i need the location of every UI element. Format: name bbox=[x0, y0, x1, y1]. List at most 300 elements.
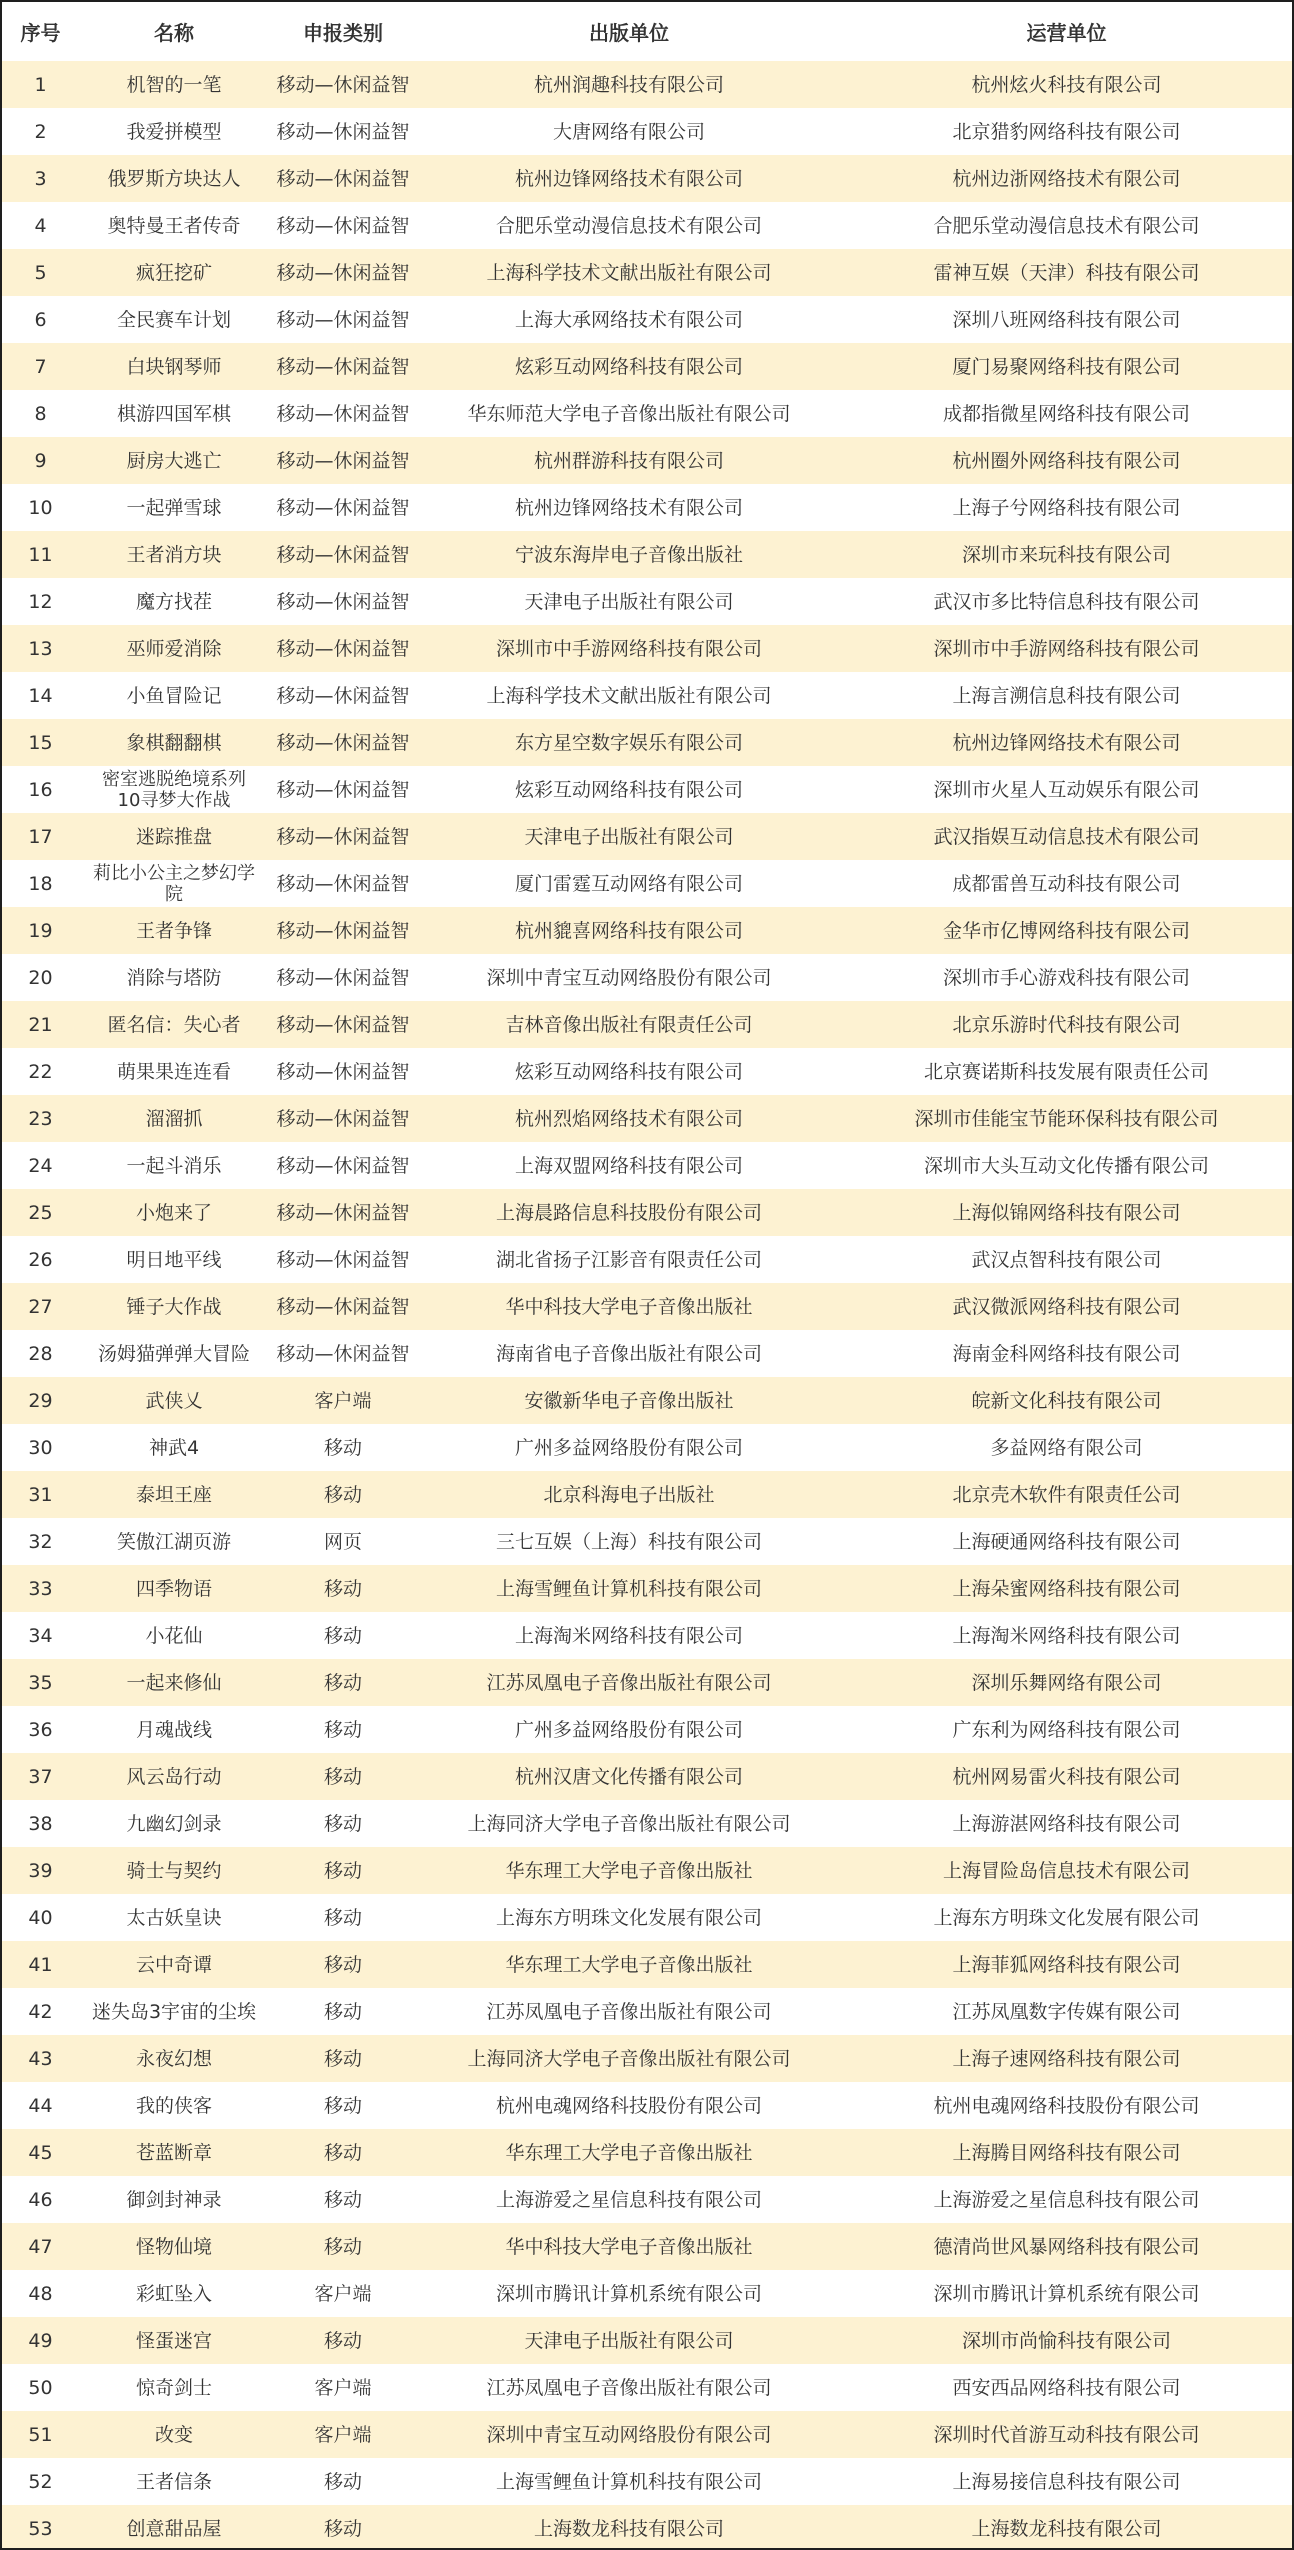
cell-category: 移动—休闲益智 bbox=[276, 543, 410, 566]
cell-publisher: 三七互娱（上海）科技有限公司 bbox=[495, 1530, 762, 1553]
table-row bbox=[2, 484, 1292, 531]
table-row bbox=[2, 672, 1292, 719]
cell-publisher: 上海同济大学电子音像出版社有限公司 bbox=[467, 1812, 791, 1835]
cell-publisher: 大唐网络有限公司 bbox=[552, 120, 705, 143]
cell-publisher: 天津电子出版社有限公司 bbox=[524, 590, 734, 613]
cell-game-name: 匿名信：失心者 bbox=[107, 1013, 241, 1036]
cell-serial-number: 30 bbox=[28, 1436, 53, 1459]
table-row bbox=[2, 1847, 1292, 1894]
cell-operator: 深圳市来玩科技有限公司 bbox=[961, 543, 1171, 566]
cell-serial-number: 32 bbox=[28, 1530, 53, 1553]
cell-category: 移动 bbox=[323, 2329, 362, 2352]
table-row bbox=[2, 2176, 1292, 2223]
cell-operator: 德清尚世风暴网络科技有限公司 bbox=[933, 2235, 1200, 2258]
cell-operator: 杭州边浙网络技术有限公司 bbox=[952, 167, 1181, 190]
cell-category: 移动 bbox=[323, 1577, 362, 1600]
cell-serial-number: 45 bbox=[28, 2141, 53, 2164]
cell-game-name: 云中奇谭 bbox=[135, 1953, 212, 1976]
cell-publisher: 北京科海电子出版社 bbox=[543, 1483, 715, 1506]
cell-operator: 上海菲狐网络科技有限公司 bbox=[952, 1953, 1181, 1976]
cell-operator: 深圳市中手游网络科技有限公司 bbox=[933, 637, 1200, 660]
cell-category: 移动 bbox=[323, 1765, 362, 1788]
cell-serial-number: 27 bbox=[28, 1295, 53, 1318]
game-approval-table bbox=[2, 2, 1292, 2550]
cell-serial-number: 8 bbox=[34, 402, 47, 425]
table-row bbox=[2, 531, 1292, 578]
cell-serial-number: 12 bbox=[28, 590, 53, 613]
cell-publisher: 杭州边锋网络技术有限公司 bbox=[514, 167, 743, 190]
cell-game-name: 惊奇剑士 bbox=[135, 2376, 212, 2399]
cell-category: 客户端 bbox=[314, 2423, 372, 2446]
cell-game-name: 创意甜品屋 bbox=[126, 2517, 222, 2540]
table-row bbox=[2, 390, 1292, 437]
cell-category: 移动—休闲益智 bbox=[276, 496, 410, 519]
cell-serial-number: 2 bbox=[34, 120, 47, 143]
cell-publisher: 广州多益网络股份有限公司 bbox=[514, 1436, 743, 1459]
table-row bbox=[2, 1001, 1292, 1048]
cell-publisher: 东方星空数字娱乐有限公司 bbox=[514, 731, 743, 754]
cell-operator: 上海游爱之星信息科技有限公司 bbox=[933, 2188, 1200, 2211]
cell-publisher: 上海淘米网络科技有限公司 bbox=[514, 1624, 743, 1647]
cell-game-name: 月魂战线 bbox=[135, 1718, 212, 1741]
cell-operator: 深圳市尚愉科技有限公司 bbox=[961, 2329, 1171, 2352]
cell-serial-number: 34 bbox=[28, 1624, 53, 1647]
cell-category: 移动—休闲益智 bbox=[276, 872, 410, 895]
table-row bbox=[2, 954, 1292, 1001]
table-row bbox=[2, 766, 1292, 813]
header-operator: 运营单位 bbox=[841, 2, 1292, 61]
cell-game-name: 风云岛行动 bbox=[126, 1765, 222, 1788]
cell-game-name: 机智的一笔 bbox=[126, 73, 222, 96]
cell-serial-number: 4 bbox=[34, 214, 47, 237]
cell-category: 移动—休闲益智 bbox=[276, 637, 410, 660]
cell-publisher: 杭州烈焰网络技术有限公司 bbox=[514, 1107, 743, 1130]
cell-game-name: 怪物仙境 bbox=[135, 2235, 212, 2258]
cell-game-name: 永夜幻想 bbox=[135, 2047, 212, 2070]
cell-publisher: 华东师范大学电子音像出版社有限公司 bbox=[467, 402, 791, 425]
cell-category: 移动 bbox=[323, 2141, 362, 2164]
cell-operator: 深圳八班网络科技有限公司 bbox=[952, 308, 1181, 331]
cell-publisher: 厦门雷霆互动网络有限公司 bbox=[514, 872, 743, 895]
cell-game-name: 太古妖皇诀 bbox=[126, 1906, 222, 1929]
table-row bbox=[2, 2458, 1292, 2505]
cell-publisher: 吉林音像出版社有限责任公司 bbox=[505, 1013, 753, 1036]
cell-publisher: 江苏凤凰电子音像出版社有限公司 bbox=[486, 2000, 772, 2023]
cell-publisher: 杭州电魂网络科技股份有限公司 bbox=[495, 2094, 762, 2117]
cell-game-name: 疯狂挖矿 bbox=[135, 261, 212, 284]
cell-category: 移动—休闲益智 bbox=[276, 778, 410, 801]
cell-game-name: 迷踪推盘 bbox=[135, 825, 212, 848]
cell-serial-number: 15 bbox=[28, 731, 53, 754]
cell-operator: 北京壳木软件有限责任公司 bbox=[952, 1483, 1181, 1506]
cell-operator: 江苏凤凰数字传媒有限公司 bbox=[952, 2000, 1181, 2023]
cell-publisher: 深圳中青宝互动网络股份有限公司 bbox=[486, 2423, 772, 2446]
cell-game-name: 厨房大逃亡 bbox=[126, 449, 222, 472]
cell-publisher: 深圳市腾讯计算机系统有限公司 bbox=[495, 2282, 762, 2305]
cell-operator: 上海朵蜜网络科技有限公司 bbox=[952, 1577, 1181, 1600]
cell-game-name: 锤子大作战 bbox=[126, 1295, 222, 1318]
cell-category: 移动 bbox=[323, 1624, 362, 1647]
cell-serial-number: 51 bbox=[28, 2423, 53, 2446]
cell-category: 客户端 bbox=[314, 2282, 372, 2305]
cell-operator: 上海硬通网络科技有限公司 bbox=[952, 1530, 1181, 1553]
cell-game-name: 棋游四国军棋 bbox=[116, 402, 231, 425]
cell-serial-number: 13 bbox=[28, 637, 53, 660]
cell-serial-number: 17 bbox=[28, 825, 53, 848]
table-row bbox=[2, 2223, 1292, 2270]
cell-serial-number: 52 bbox=[28, 2470, 53, 2493]
table-row bbox=[2, 2411, 1292, 2458]
cell-game-name: 萌果果连连看 bbox=[116, 1060, 231, 1083]
cell-category: 移动 bbox=[323, 1906, 362, 1929]
cell-operator: 上海子速网络科技有限公司 bbox=[952, 2047, 1181, 2070]
table-row bbox=[2, 1377, 1292, 1424]
cell-publisher: 杭州润趣科技有限公司 bbox=[533, 73, 724, 96]
cell-serial-number: 18 bbox=[28, 872, 53, 895]
cell-serial-number: 38 bbox=[28, 1812, 53, 1835]
cell-operator: 成都雷兽互动科技有限公司 bbox=[952, 872, 1181, 895]
table-row bbox=[2, 2082, 1292, 2129]
cell-publisher: 合肥乐堂动漫信息技术有限公司 bbox=[495, 214, 762, 237]
cell-category: 移动—休闲益智 bbox=[276, 1295, 410, 1318]
cell-serial-number: 49 bbox=[28, 2329, 53, 2352]
cell-operator: 深圳市佳能宝节能环保科技有限公司 bbox=[914, 1107, 1219, 1130]
cell-operator: 武汉微派网络科技有限公司 bbox=[952, 1295, 1181, 1318]
cell-operator: 成都指微星网络科技有限公司 bbox=[942, 402, 1190, 425]
cell-publisher: 江苏凤凰电子音像出版社有限公司 bbox=[486, 2376, 772, 2399]
cell-operator: 杭州网易雷火科技有限公司 bbox=[952, 1765, 1181, 1788]
cell-serial-number: 39 bbox=[28, 1859, 53, 1882]
cell-publisher: 上海东方明珠文化发展有限公司 bbox=[495, 1906, 762, 1929]
cell-category: 移动—休闲益智 bbox=[276, 402, 410, 425]
cell-operator: 上海易接信息科技有限公司 bbox=[952, 2470, 1181, 2493]
cell-category: 移动—休闲益智 bbox=[276, 966, 410, 989]
cell-game-name: 迷失岛3宇宙的尘埃 bbox=[91, 2000, 257, 2023]
cell-operator: 深圳乐舞网络有限公司 bbox=[971, 1671, 1162, 1694]
cell-operator: 上海似锦网络科技有限公司 bbox=[952, 1201, 1181, 1224]
cell-game-name: 小鱼冒险记 bbox=[126, 684, 222, 707]
cell-operator: 上海数龙科技有限公司 bbox=[971, 2517, 1162, 2540]
cell-serial-number: 41 bbox=[28, 1953, 53, 1976]
table-row bbox=[2, 1753, 1292, 1800]
cell-serial-number: 44 bbox=[28, 2094, 53, 2117]
cell-publisher: 上海同济大学电子音像出版社有限公司 bbox=[467, 2047, 791, 2070]
cell-game-name: 魔方找茬 bbox=[135, 590, 212, 613]
cell-category: 移动—休闲益智 bbox=[276, 214, 410, 237]
cell-game-name: 俄罗斯方块达人 bbox=[107, 167, 241, 190]
cell-serial-number: 33 bbox=[28, 1577, 53, 1600]
table-row bbox=[2, 1142, 1292, 1189]
table-row bbox=[2, 813, 1292, 860]
cell-game-name: 怪蛋迷宫 bbox=[135, 2329, 212, 2352]
cell-publisher: 广州多益网络股份有限公司 bbox=[514, 1718, 743, 1741]
cell-publisher: 杭州群游科技有限公司 bbox=[533, 449, 724, 472]
cell-category: 客户端 bbox=[314, 2376, 372, 2399]
cell-category: 移动—休闲益智 bbox=[276, 919, 410, 942]
cell-publisher: 上海雪鲤鱼计算机科技有限公司 bbox=[495, 1577, 762, 1600]
cell-serial-number: 21 bbox=[28, 1013, 53, 1036]
table-row bbox=[2, 202, 1292, 249]
cell-category: 移动 bbox=[323, 2470, 362, 2493]
cell-serial-number: 46 bbox=[28, 2188, 53, 2211]
cell-publisher: 深圳市中手游网络科技有限公司 bbox=[495, 637, 762, 660]
cell-publisher: 江苏凤凰电子音像出版社有限公司 bbox=[486, 1671, 772, 1694]
cell-publisher: 华东理工大学电子音像出版社 bbox=[505, 1953, 753, 1976]
cell-game-name: 王者争锋 bbox=[135, 919, 212, 942]
cell-serial-number: 23 bbox=[28, 1107, 53, 1130]
cell-serial-number: 24 bbox=[28, 1154, 53, 1177]
cell-operator: 深圳市火星人互动娱乐有限公司 bbox=[933, 778, 1200, 801]
table-row bbox=[2, 343, 1292, 390]
table-row bbox=[2, 1988, 1292, 2035]
cell-publisher: 上海数龙科技有限公司 bbox=[533, 2517, 724, 2540]
table-row bbox=[2, 1565, 1292, 1612]
cell-publisher: 上海大承网络技术有限公司 bbox=[514, 308, 743, 331]
cell-publisher: 海南省电子音像出版社有限公司 bbox=[495, 1342, 762, 1365]
cell-category: 移动—休闲益智 bbox=[276, 1107, 410, 1130]
cell-serial-number: 19 bbox=[28, 919, 53, 942]
cell-operator: 杭州炫火科技有限公司 bbox=[971, 73, 1162, 96]
cell-serial-number: 25 bbox=[28, 1201, 53, 1224]
cell-serial-number: 40 bbox=[28, 1906, 53, 1929]
table-row bbox=[2, 1095, 1292, 1142]
cell-game-name: 苍蓝断章 bbox=[135, 2141, 212, 2164]
cell-game-name: 一起弹雪球 bbox=[126, 496, 222, 519]
cell-category: 移动 bbox=[323, 1718, 362, 1741]
cell-publisher: 炫彩互动网络科技有限公司 bbox=[514, 1060, 743, 1083]
table-row bbox=[2, 1941, 1292, 1988]
cell-category: 移动—休闲益智 bbox=[276, 167, 410, 190]
cell-category: 移动 bbox=[323, 1859, 362, 1882]
cell-game-name: 一起斗消乐 bbox=[126, 1154, 222, 1177]
cell-operator: 上海淘米网络科技有限公司 bbox=[952, 1624, 1181, 1647]
cell-operator: 杭州电魂网络科技股份有限公司 bbox=[933, 2094, 1200, 2117]
cell-serial-number: 6 bbox=[34, 308, 47, 331]
table-row bbox=[2, 1236, 1292, 1283]
table-row bbox=[2, 249, 1292, 296]
cell-operator: 上海言溯信息科技有限公司 bbox=[952, 684, 1181, 707]
cell-operator: 上海腾目网络科技有限公司 bbox=[952, 2141, 1181, 2164]
cell-operator: 海南金科网络科技有限公司 bbox=[952, 1342, 1181, 1365]
cell-category: 移动 bbox=[323, 2000, 362, 2023]
table-row bbox=[2, 2270, 1292, 2317]
cell-publisher: 湖北省扬子江影音有限责任公司 bbox=[495, 1248, 762, 1271]
cell-game-name: 泰坦王座 bbox=[135, 1483, 212, 1506]
cell-serial-number: 5 bbox=[34, 261, 47, 284]
cell-operator: 上海东方明珠文化发展有限公司 bbox=[933, 1906, 1200, 1929]
table-row bbox=[2, 61, 1292, 108]
cell-publisher: 安徽新华电子音像出版社 bbox=[524, 1389, 734, 1412]
table-row bbox=[2, 1706, 1292, 1753]
cell-publisher: 炫彩互动网络科技有限公司 bbox=[514, 355, 743, 378]
header-row bbox=[2, 2, 1292, 61]
cell-operator: 杭州圈外网络科技有限公司 bbox=[952, 449, 1181, 472]
cell-category: 移动—休闲益智 bbox=[276, 308, 410, 331]
cell-serial-number: 22 bbox=[28, 1060, 53, 1083]
cell-game-name: 小炮来了 bbox=[135, 1201, 212, 1224]
cell-publisher: 深圳中青宝互动网络股份有限公司 bbox=[486, 966, 772, 989]
cell-category: 移动—休闲益智 bbox=[276, 1013, 410, 1036]
cell-game-name: 武侠乂 bbox=[145, 1389, 203, 1412]
cell-publisher: 上海科学技术文献出版社有限公司 bbox=[486, 684, 772, 707]
cell-category: 移动—休闲益智 bbox=[276, 1154, 410, 1177]
cell-operator: 武汉市多比特信息科技有限公司 bbox=[933, 590, 1200, 613]
cell-serial-number: 1 bbox=[34, 73, 47, 96]
cell-game-name: 笑傲江湖页游 bbox=[116, 1530, 231, 1553]
cell-category: 移动—休闲益智 bbox=[276, 590, 410, 613]
table-row bbox=[2, 1471, 1292, 1518]
cell-game-name: 神武4 bbox=[148, 1436, 200, 1459]
cell-game-name: 象棋翻翻棋 bbox=[126, 731, 222, 754]
cell-game-name: 溜溜抓 bbox=[145, 1107, 203, 1130]
cell-game-name: 王者消方块 bbox=[126, 543, 222, 566]
cell-category: 移动—休闲益智 bbox=[276, 449, 410, 472]
cell-publisher: 天津电子出版社有限公司 bbox=[524, 825, 734, 848]
cell-category: 移动—休闲益智 bbox=[276, 1201, 410, 1224]
cell-publisher: 杭州边锋网络技术有限公司 bbox=[514, 496, 743, 519]
table-row bbox=[2, 907, 1292, 954]
cell-publisher: 天津电子出版社有限公司 bbox=[524, 2329, 734, 2352]
cell-serial-number: 28 bbox=[28, 1342, 53, 1365]
cell-serial-number: 16 bbox=[28, 778, 53, 801]
cell-serial-number: 29 bbox=[28, 1389, 53, 1412]
cell-category: 移动—休闲益智 bbox=[276, 355, 410, 378]
cell-publisher: 华中科技大学电子音像出版社 bbox=[505, 2235, 753, 2258]
table-row bbox=[2, 2317, 1292, 2364]
cell-category: 移动 bbox=[323, 1483, 362, 1506]
cell-serial-number: 53 bbox=[28, 2517, 53, 2540]
cell-operator: 北京乐游时代科技有限公司 bbox=[952, 1013, 1181, 1036]
cell-operator: 深圳市大头互动文化传播有限公司 bbox=[923, 1154, 1209, 1177]
cell-game-name: 四季物语 bbox=[135, 1577, 212, 1600]
cell-game-name: 御剑封神录 bbox=[126, 2188, 222, 2211]
cell-game-name: 彩虹坠入 bbox=[135, 2282, 212, 2305]
table-row bbox=[2, 1283, 1292, 1330]
table-row bbox=[2, 2035, 1292, 2082]
table-row bbox=[2, 719, 1292, 766]
cell-serial-number: 36 bbox=[28, 1718, 53, 1741]
cell-operator: 北京赛诺斯科技发展有限责任公司 bbox=[923, 1060, 1209, 1083]
table-row bbox=[2, 1894, 1292, 1941]
cell-game-name: 我的侠客 bbox=[135, 2094, 212, 2117]
cell-operator: 广东利为网络科技有限公司 bbox=[952, 1718, 1181, 1741]
table-body bbox=[2, 61, 1292, 2550]
cell-serial-number: 50 bbox=[28, 2376, 53, 2399]
table-row bbox=[2, 1330, 1292, 1377]
cell-publisher: 华东理工大学电子音像出版社 bbox=[505, 2141, 753, 2164]
table-row bbox=[2, 2364, 1292, 2411]
cell-operator: 多益网络有限公司 bbox=[990, 1436, 1143, 1459]
table-row bbox=[2, 1659, 1292, 1706]
cell-game-name: 我爱拼模型 bbox=[126, 120, 222, 143]
cell-serial-number: 10 bbox=[28, 496, 53, 519]
table-row bbox=[2, 1518, 1292, 1565]
cell-serial-number: 20 bbox=[28, 966, 53, 989]
cell-serial-number: 7 bbox=[34, 355, 47, 378]
cell-category: 移动 bbox=[323, 1671, 362, 1694]
cell-publisher: 上海雪鲤鱼计算机科技有限公司 bbox=[495, 2470, 762, 2493]
cell-game-name: 白块钢琴师 bbox=[126, 355, 222, 378]
cell-category: 移动—休闲益智 bbox=[276, 261, 410, 284]
cell-publisher: 上海科学技术文献出版社有限公司 bbox=[486, 261, 772, 284]
cell-operator: 上海游湛网络科技有限公司 bbox=[952, 1812, 1181, 1835]
cell-category: 客户端 bbox=[314, 1389, 372, 1412]
cell-category: 移动 bbox=[323, 2517, 362, 2540]
cell-category: 移动 bbox=[323, 2047, 362, 2070]
cell-operator: 皖新文化科技有限公司 bbox=[971, 1389, 1162, 1412]
cell-operator: 雷神互娱（天津）科技有限公司 bbox=[933, 261, 1200, 284]
cell-operator: 深圳时代首游互动科技有限公司 bbox=[933, 2423, 1200, 2446]
header-serial-number: 序号 bbox=[2, 2, 79, 61]
cell-serial-number: 37 bbox=[28, 1765, 53, 1788]
table-row bbox=[2, 2505, 1292, 2550]
cell-game-name: 改变 bbox=[154, 2423, 193, 2446]
cell-category: 移动 bbox=[323, 1436, 362, 1459]
cell-category: 移动—休闲益智 bbox=[276, 1060, 410, 1083]
cell-category: 移动—休闲益智 bbox=[276, 684, 410, 707]
cell-operator: 北京猎豹网络科技有限公司 bbox=[952, 120, 1181, 143]
cell-serial-number: 9 bbox=[34, 449, 47, 472]
cell-serial-number: 26 bbox=[28, 1248, 53, 1271]
cell-serial-number: 3 bbox=[34, 167, 47, 190]
cell-category: 移动—休闲益智 bbox=[276, 120, 410, 143]
cell-operator: 武汉指娱互动信息技术有限公司 bbox=[933, 825, 1200, 848]
header-game-name: 名称 bbox=[79, 2, 269, 61]
cell-category: 移动—休闲益智 bbox=[276, 1342, 410, 1365]
cell-game-name: 莉比小公主之梦幻学院 bbox=[93, 862, 255, 905]
cell-serial-number: 31 bbox=[28, 1483, 53, 1506]
cell-category: 移动 bbox=[323, 2188, 362, 2211]
cell-serial-number: 48 bbox=[28, 2282, 53, 2305]
table-row bbox=[2, 860, 1292, 907]
cell-game-name: 奥特曼王者传奇 bbox=[107, 214, 241, 237]
table-header bbox=[2, 2, 1292, 61]
header-category: 申报类别 bbox=[269, 2, 417, 61]
cell-operator: 武汉点智科技有限公司 bbox=[971, 1248, 1162, 1271]
cell-operator: 西安西品网络科技有限公司 bbox=[952, 2376, 1181, 2399]
cell-publisher: 杭州汉唐文化传播有限公司 bbox=[514, 1765, 743, 1788]
header-publisher: 出版单位 bbox=[417, 2, 841, 61]
cell-category: 移动 bbox=[323, 1953, 362, 1976]
cell-category: 移动 bbox=[323, 1812, 362, 1835]
cell-game-name: 汤姆猫弹弹大冒险 bbox=[97, 1342, 250, 1365]
cell-category: 网页 bbox=[323, 1530, 362, 1553]
table-row bbox=[2, 437, 1292, 484]
cell-publisher: 上海晨路信息科技股份有限公司 bbox=[495, 1201, 762, 1224]
cell-game-name: 巫师爱消除 bbox=[126, 637, 222, 660]
cell-category: 移动—休闲益智 bbox=[276, 1248, 410, 1271]
cell-operator: 金华市亿博网络科技有限公司 bbox=[942, 919, 1190, 942]
cell-game-name: 王者信条 bbox=[135, 2470, 212, 2493]
table-row bbox=[2, 155, 1292, 202]
cell-operator: 深圳市腾讯计算机系统有限公司 bbox=[933, 2282, 1200, 2305]
table-row bbox=[2, 1048, 1292, 1095]
table-row bbox=[2, 296, 1292, 343]
cell-category: 移动—休闲益智 bbox=[276, 825, 410, 848]
cell-serial-number: 35 bbox=[28, 1671, 53, 1694]
cell-serial-number: 43 bbox=[28, 2047, 53, 2070]
cell-publisher: 华中科技大学电子音像出版社 bbox=[505, 1295, 753, 1318]
cell-category: 移动—休闲益智 bbox=[276, 73, 410, 96]
cell-game-name: 骑士与契约 bbox=[126, 1859, 222, 1882]
table-row bbox=[2, 625, 1292, 672]
table-row bbox=[2, 1424, 1292, 1471]
cell-publisher: 上海游爱之星信息科技有限公司 bbox=[495, 2188, 762, 2211]
table-row bbox=[2, 578, 1292, 625]
cell-operator: 合肥乐堂动漫信息技术有限公司 bbox=[933, 214, 1200, 237]
table-row bbox=[2, 1612, 1292, 1659]
cell-category: 移动 bbox=[323, 2235, 362, 2258]
